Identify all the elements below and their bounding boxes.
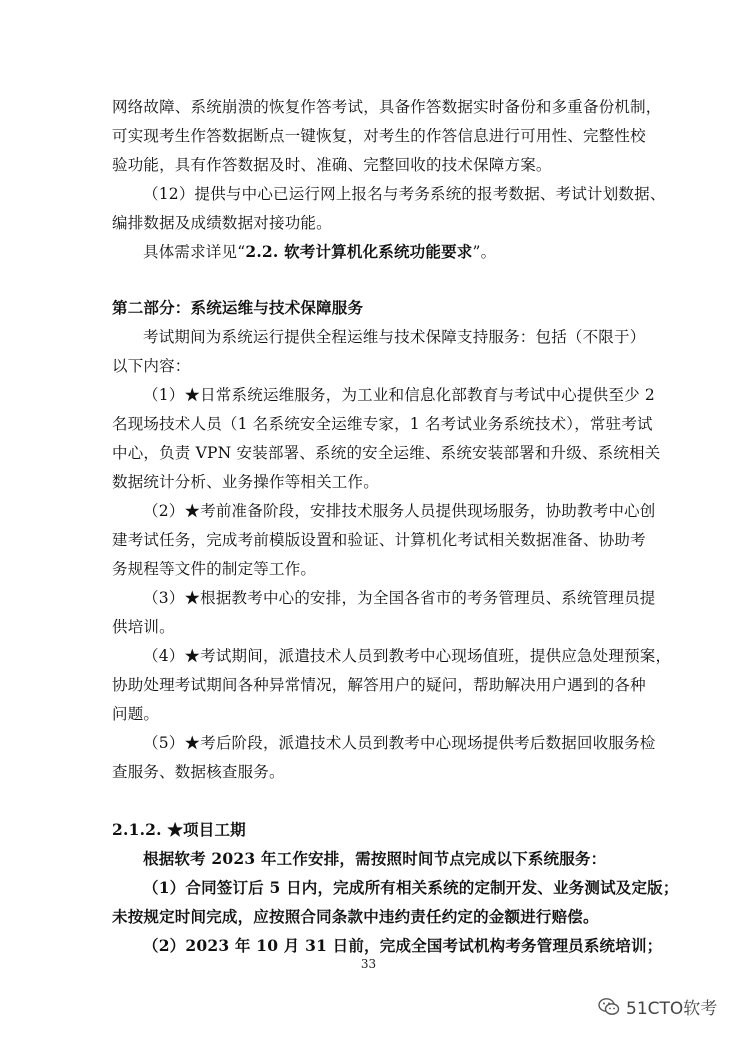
section-heading: 第二部分：系统运维与技术保障服务: [112, 298, 364, 317]
reference-suffix: ”。: [472, 243, 497, 261]
list-item-line: 建考试任务，完成考前模版设置和验证、计算机化考试相关数据准备、协助考: [112, 531, 646, 549]
list-item-line: （5）★考后阶段，派遣技术人员到教考中心现场提供考后数据回收服务检: [143, 734, 656, 752]
list-item-line: （1）★日常系统运维服务，为工业和信息化部教育与考试中心提供至少 2: [143, 386, 655, 404]
paragraph-line: 以下内容：: [112, 357, 191, 375]
list-item-line: （4）★考试期间，派遣技术人员到教考中心现场值班，提供应急处理预案，: [143, 647, 672, 665]
section-heading: 2.1.2. ★项目工期: [112, 820, 246, 839]
list-item-line: （3）★根据教考中心的安排，为全国各省市的考务管理员、系统管理员提: [143, 589, 656, 607]
list-item-line: 问题。: [112, 705, 160, 723]
list-item-line: （2）★考前准备阶段，安排技术服务人员提供现场服务，协助教考中心创: [143, 502, 656, 520]
paragraph-line: 网络故障、系统崩溃的恢复作答考试，具备作答数据实时备份和多重备份机制，: [112, 98, 662, 116]
list-item-line: 供培训。: [112, 618, 175, 636]
paragraph-line: 根据软考 2023 年工作安排，需按照时间节点完成以下系统服务：: [143, 849, 607, 868]
page-number: 33: [360, 957, 377, 971]
reference-prefix: 具体需求详见“: [143, 243, 246, 261]
list-item-line: 数据统计分析、业务操作等相关工作。: [112, 473, 379, 491]
list-item-line: 中心，负责 VPN 安装部署、系统的安全运维、系统安装部署和升级、系统相关: [112, 444, 661, 462]
list-item-line: 名现场技术人员（1 名系统安全运维专家，1 名考试业务系统技术），常驻考试: [112, 415, 653, 433]
paragraph-line: 考试期间为系统运行提供全程运维与技术保障支持服务：包括（不限于）: [143, 328, 646, 346]
paragraph-line: 编排数据及成绩数据对接功能。: [112, 214, 332, 232]
requirement-reference: [143, 240, 496, 262]
list-item-line: 协助处理考试期间各种异常情况，解答用户的疑问，帮助解决用户遇到的各种: [112, 676, 646, 694]
wechat-icon: [598, 997, 620, 1017]
paragraph-line: 未按规定时间完成，应按照合同条款中违约责任约定的金额进行赔偿。: [112, 907, 599, 926]
reference-title: 2.2. 软考计算机化系统功能要求: [245, 242, 473, 261]
paragraph-line: 可实现考生作答数据断点一键恢复，对考生的作答信息进行可用性、完整性校: [112, 127, 646, 145]
paragraph-line: （12）提供与中心已运行网上报名与考务系统的报考数据、考试计划数据、: [143, 185, 666, 203]
paragraph-line: 验功能，具有作答数据及时、准确、完整回收的技术保障方案。: [112, 156, 552, 174]
paragraph-line: （1）合同签订后 5 日内，完成所有相关系统的定制开发、业务测试及定版；: [143, 878, 679, 897]
list-item-line: 查服务、数据核查服务。: [112, 763, 285, 781]
paragraph-line: （2）2023 年 10 月 31 日前，完成全国考试机构考务管理员系统培训；: [143, 936, 663, 955]
watermark: [598, 994, 717, 1019]
list-item-line: 务规程等文件的制定等工作。: [112, 560, 317, 578]
watermark-text: 51CTO软考: [626, 999, 718, 1019]
